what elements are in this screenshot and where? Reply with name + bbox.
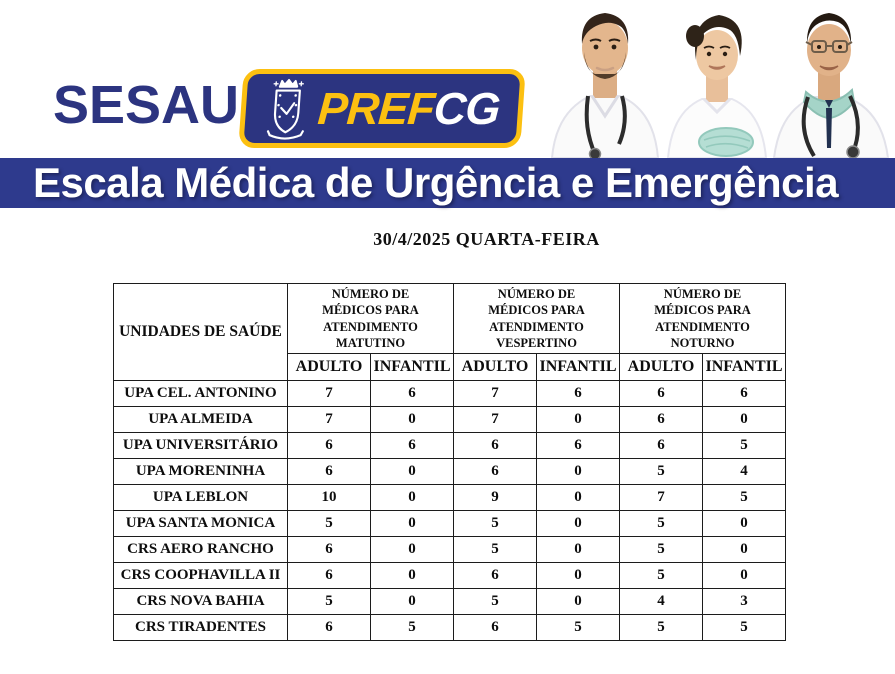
doctor-count-cell: 0 <box>703 537 786 563</box>
sesau-logo: SESAU <box>53 75 240 135</box>
doctor-count-cell: 7 <box>454 407 537 433</box>
unit-name-cell: UPA LEBLON <box>114 485 288 511</box>
prefcg-pref-text: PREF <box>316 82 436 134</box>
doctor-count-cell: 7 <box>620 485 703 511</box>
doctor-count-cell: 6 <box>620 407 703 433</box>
date-heading: 30/4/2025 QUARTA-FEIRA <box>373 229 600 249</box>
column-group-noturno: NÚMERO DE MÉDICOS PARA ATENDIMENTO NOTURNO <box>620 284 786 354</box>
column-subheader-adulto: ADULTO <box>454 354 537 381</box>
doctor-count-cell: 0 <box>537 563 620 589</box>
doctor-count-cell: 9 <box>454 485 537 511</box>
doctor-count-cell: 7 <box>454 381 537 407</box>
doctor-count-cell: 0 <box>371 589 454 615</box>
table-row <box>114 511 786 537</box>
doctor-count-cell: 0 <box>371 537 454 563</box>
column-subheader-adulto: ADULTO <box>288 354 371 381</box>
doctor-count-cell: 0 <box>537 537 620 563</box>
doctor-count-cell: 6 <box>620 381 703 407</box>
table-row <box>114 485 786 511</box>
doctors-photo <box>530 0 895 158</box>
doctor-count-cell: 5 <box>620 511 703 537</box>
doctor-count-cell: 6 <box>371 433 454 459</box>
table-row <box>114 433 786 459</box>
table-row <box>114 381 786 407</box>
doctor-count-cell: 0 <box>537 589 620 615</box>
doctor-count-cell: 5 <box>288 589 371 615</box>
doctor-count-cell: 0 <box>371 485 454 511</box>
page-title: Escala Médica de Urgência e Emergência <box>33 159 839 206</box>
column-header-units: UNIDADES DE SAÚDE <box>114 284 288 381</box>
doctor-count-cell: 5 <box>454 511 537 537</box>
doctor-count-cell: 6 <box>371 381 454 407</box>
doctor-count-cell: 5 <box>288 511 371 537</box>
doctor-female-middle <box>668 15 766 158</box>
doctor-count-cell: 6 <box>454 615 537 641</box>
column-subheader-infantil: INFANTIL <box>703 354 786 381</box>
doctor-count-cell: 0 <box>537 485 620 511</box>
title-banner <box>0 158 895 208</box>
doctor-count-cell: 5 <box>454 589 537 615</box>
doctor-count-cell: 0 <box>703 511 786 537</box>
doctor-count-cell: 6 <box>537 381 620 407</box>
table-row <box>114 615 786 641</box>
doctor-count-cell: 0 <box>371 563 454 589</box>
unit-name-cell: UPA MORENINHA <box>114 459 288 485</box>
column-subheader-adulto: ADULTO <box>620 354 703 381</box>
unit-name-cell: UPA ALMEIDA <box>114 407 288 433</box>
doctor-count-cell: 5 <box>620 563 703 589</box>
doctor-count-cell: 0 <box>371 459 454 485</box>
doctor-count-cell: 0 <box>703 563 786 589</box>
doctor-count-cell: 6 <box>454 459 537 485</box>
prefcg-wordmark <box>316 83 501 135</box>
column-group-matutino: NÚMERO DE MÉDICOS PARA ATENDIMENTO MATUTINO <box>288 284 454 354</box>
doctor-count-cell: 5 <box>537 615 620 641</box>
doctor-count-cell: 6 <box>620 433 703 459</box>
unit-name-cell: CRS TIRADENTES <box>114 615 288 641</box>
unit-name-cell: CRS NOVA BAHIA <box>114 589 288 615</box>
prefcg-logo <box>238 69 526 148</box>
doctor-count-cell: 5 <box>620 615 703 641</box>
doctor-count-cell: 6 <box>288 433 371 459</box>
table-row <box>114 589 786 615</box>
doctor-count-cell: 6 <box>288 563 371 589</box>
coat-of-arms-icon <box>262 78 312 140</box>
column-group-vespertino: NÚMERO DE MÉDICOS PARA ATENDIMENTO VESPERTINO <box>454 284 620 354</box>
table-row <box>114 459 786 485</box>
table-row <box>114 537 786 563</box>
doctor-count-cell: 7 <box>288 381 371 407</box>
doctor-count-cell: 6 <box>288 537 371 563</box>
doctor-count-cell: 6 <box>454 433 537 459</box>
table-row <box>114 563 786 589</box>
doctor-count-cell: 0 <box>537 407 620 433</box>
doctor-count-cell: 6 <box>288 615 371 641</box>
doctor-count-cell: 5 <box>620 537 703 563</box>
group-header-row <box>114 284 786 354</box>
doctor-count-cell: 5 <box>620 459 703 485</box>
doctor-count-cell: 0 <box>371 407 454 433</box>
doctor-male-right <box>774 13 888 158</box>
doctor-count-cell: 5 <box>454 537 537 563</box>
doctor-count-cell: 6 <box>703 381 786 407</box>
doctor-count-cell: 4 <box>703 459 786 485</box>
unit-name-cell: UPA CEL. ANTONINO <box>114 381 288 407</box>
doctor-count-cell: 10 <box>288 485 371 511</box>
doctor-male-left <box>552 13 658 158</box>
column-subheader-infantil: INFANTIL <box>537 354 620 381</box>
doctor-count-cell: 4 <box>620 589 703 615</box>
doctor-count-cell: 0 <box>703 407 786 433</box>
unit-name-cell: UPA UNIVERSITÁRIO <box>114 433 288 459</box>
unit-name-cell: CRS AERO RANCHO <box>114 537 288 563</box>
schedule-table <box>113 283 786 641</box>
doctor-count-cell: 3 <box>703 589 786 615</box>
unit-name-cell: UPA SANTA MONICA <box>114 511 288 537</box>
doctor-count-cell: 6 <box>454 563 537 589</box>
table-body <box>114 381 786 641</box>
doctor-count-cell: 6 <box>288 459 371 485</box>
doctor-count-cell: 5 <box>371 615 454 641</box>
doctor-count-cell: 5 <box>703 615 786 641</box>
doctor-count-cell: 5 <box>703 485 786 511</box>
doctor-count-cell: 6 <box>537 433 620 459</box>
doctor-count-cell: 0 <box>537 459 620 485</box>
table-row <box>114 407 786 433</box>
doctor-count-cell: 5 <box>703 433 786 459</box>
doctor-count-cell: 0 <box>537 511 620 537</box>
unit-name-cell: CRS COOPHAVILLA II <box>114 563 288 589</box>
prefcg-cg-text: CG <box>432 82 502 134</box>
column-subheader-infantil: INFANTIL <box>371 354 454 381</box>
doctor-count-cell: 0 <box>371 511 454 537</box>
doctor-count-cell: 7 <box>288 407 371 433</box>
